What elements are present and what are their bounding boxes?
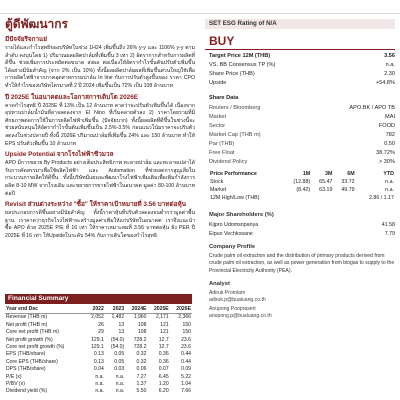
- shareholder-pct: 41.58: [381, 222, 395, 228]
- share-data-label: Reuters / Bloomberg: [209, 105, 261, 111]
- share-data-label: Market: [209, 114, 227, 120]
- company-profile-title: Company Profile: [209, 244, 256, 250]
- cell: (54.0): [110, 336, 125, 343]
- paragraph-2: คาดกำไรสุทธิ ปี 2025E ที่ 13% เป็น 12 ล้านบาท คาดว่าจะปรับตัวเพิ่มขึ้นได้ เนื่องจากอุปทานปาล์มน้ำมันที่อาจลดลงจาก El Nino ที่เริ่มคลายตัวลง 2) ราคาโดยรวมที่มีศักยภาพต่อการใช้ในการผลิตไฟฟ้าเพิ่มขึ้น (ปัจจัยบวก) ทั้งนี้ผลผลิตที่ดีขึ้นในช่วงนี้จะช่วยสนับสนุนให้อัตรากำไรขั้นต้นเพิ่มขึ้นเป็น 2.5%-3.5% ก่อนแนวโน้มราคาจะปรับตัวลดลงในช่วงปลายปี ทั้งนี้ 2026E ปริมาณปาล์มที่เพิ่มขึ้น 24% และ 150 ล้านบาท ทำให้ EPS ปรับตัวเพิ่มขึ้น 10 ล้านบาท: [5, 102, 195, 147]
- cell: 0.09: [181, 366, 191, 373]
- share-data-value: APO.BK / APO TB: [349, 105, 395, 111]
- cell: n.a.: [385, 179, 394, 185]
- column-header: 1M: [302, 171, 311, 177]
- rating-rule: [205, 49, 395, 50]
- share-price-label: Share Price (THB): [209, 71, 255, 77]
- share-price-row: [209, 70, 395, 78]
- column-header: Price Performance: [210, 171, 257, 177]
- analyst-name: Adiruk Promlam: [209, 290, 246, 296]
- cell: 0.32: [136, 351, 147, 358]
- column-header: 2024E: [125, 306, 147, 314]
- cell: n.a.: [95, 388, 104, 395]
- cell: 63.19: [319, 187, 333, 193]
- target-price-value: 3.56: [384, 53, 395, 59]
- cell: 1.37: [136, 381, 147, 388]
- cell: 1.20: [158, 381, 169, 388]
- cell: 108: [137, 321, 147, 328]
- upside-label: Upside: [209, 80, 227, 86]
- row-label: Net profit (THB m): [6, 321, 48, 328]
- cell: 13: [118, 321, 125, 328]
- cell: 2,171: [155, 314, 169, 321]
- table-row: [209, 178, 395, 186]
- row-label: Core net profit growth (%): [6, 344, 65, 351]
- share-data-label: Par (THB): [209, 141, 235, 147]
- cell: [333, 194, 355, 202]
- cell: 129.1: [91, 336, 104, 343]
- column-header: 2022: [85, 306, 105, 314]
- cell: (12.88): [293, 179, 311, 185]
- row-label: Revenue (THB m): [6, 314, 48, 321]
- table-row: [209, 186, 395, 194]
- share-data-value: 38.72%: [376, 150, 395, 156]
- cell: 23.6: [181, 336, 191, 343]
- share-data-row: [209, 140, 395, 148]
- row-label: Core net profit (THB m): [6, 329, 59, 336]
- share-data-value: > 30%: [378, 159, 395, 165]
- consensus-value: n.a.: [385, 62, 395, 68]
- cell: 26: [98, 321, 104, 328]
- cell: 150: [182, 321, 191, 328]
- commentary: [5, 36, 195, 243]
- company-profile-text: Crude palm oil extraction and the distribution of primary products derived from crude palm oil extraction, as well as power generation from biogas to supply to the Provincial Electricity Authority (PEA).: [209, 253, 395, 274]
- cell: 0.03: [114, 366, 125, 373]
- cell: 121: [160, 321, 169, 328]
- table-row: [209, 194, 395, 202]
- row-label: P/E (x): [6, 373, 22, 380]
- table-row: [5, 359, 192, 366]
- cell: 150: [182, 329, 191, 336]
- cell: 1,960: [133, 314, 147, 321]
- column-header: 3M: [325, 171, 333, 177]
- table-row: [5, 314, 192, 322]
- cell: [311, 194, 333, 202]
- share-data-row: [209, 149, 395, 157]
- target-price-label: Target Price 12M (THB): [209, 53, 271, 59]
- row-label: Core EPS (THB/share): [6, 358, 58, 365]
- row-label: Stock: [210, 179, 224, 185]
- cell: 1.04: [181, 381, 191, 388]
- share-data-value: FOOD: [378, 123, 395, 129]
- column-header: 2026E: [170, 306, 192, 314]
- cell: n.a.: [115, 381, 125, 388]
- cell: n.a.: [115, 373, 125, 380]
- cell: 0.36: [158, 358, 169, 365]
- share-data-row: [209, 104, 395, 112]
- share-data-title: Share Data: [209, 95, 239, 101]
- esg-rating: SET ESG Rating of N/A: [209, 20, 277, 27]
- cell: 12.7: [158, 336, 169, 343]
- upside-row: [209, 79, 395, 87]
- table-row: [5, 351, 192, 358]
- row-label: EPS (THB/share): [6, 351, 46, 358]
- cell: n.a.: [95, 373, 104, 380]
- consensus-row: [209, 61, 395, 69]
- cell: 0.07: [158, 366, 169, 373]
- cell: (54.0): [110, 344, 125, 351]
- column-header: 6M: [347, 171, 355, 177]
- cell: 728.2: [133, 344, 147, 351]
- cell: 5.22: [181, 373, 191, 380]
- shareholders-title: Major Shareholders (%): [209, 212, 274, 218]
- paragraph-3: APO มีการขยาย By Products อย่างเต็มประสิทธิภาพ ทะลายปาล์ม และทะลายเปล่าได้รับการคัดสรรมาเพื่อใช้ผลิตไฟฟ้า และ Automation ที่ช่วยลดการสูญเสียในกระบวนการผลิตให้ดีขึ้น ทั้งนี้บริษัทมีแผนจะพัฒนาโรงไฟฟ้าเพิ่มเติมเพื่อเพิ่มกำลังการผลิต 8-10 MW จากโรงเดิม และขยายการขายไฟฟ้าในอนาคต มูลค่า 80-100 ล้านบาทต่อปี: [5, 160, 195, 197]
- share-price-value: 2.30: [384, 71, 395, 77]
- column-header: Year end Dec: [5, 306, 85, 314]
- cell: 728.2: [133, 336, 147, 343]
- share-data-label: Free Float: [209, 150, 235, 156]
- cell: n.a.: [115, 388, 125, 395]
- analyst-email: adiruk.p@bualuang.co.th: [209, 297, 266, 303]
- share-data-label: Market Cap (THB m): [209, 132, 261, 138]
- cell: 0.44: [181, 351, 191, 358]
- shareholder-name: Kijpro Udomsripanya: [209, 222, 259, 228]
- table-row: [5, 374, 192, 381]
- cell: 2,052: [91, 314, 104, 321]
- cell: 108: [137, 329, 147, 336]
- row-label: Net profit growth (%): [6, 336, 53, 343]
- shareholder-row: [209, 230, 395, 238]
- cell: 2,366: [178, 314, 191, 321]
- table-row: [5, 337, 192, 344]
- cell: (8.42): [296, 187, 311, 193]
- cell: 7.66: [181, 388, 191, 395]
- cell: 5.50: [136, 388, 147, 395]
- share-data-value: 0.50: [384, 141, 395, 147]
- cell: 0.32: [136, 358, 147, 365]
- cell: 23.6: [181, 344, 191, 351]
- table-row: [5, 344, 192, 351]
- shareholder-row: [209, 221, 395, 229]
- cell: 65.47: [319, 179, 333, 185]
- cell: 0.44: [181, 358, 191, 365]
- share-data-row: [209, 131, 395, 139]
- row-label: Dividend yield (%): [6, 388, 48, 395]
- heading-4: Revisit ส่วนต่างระหว่าง "ซื้อ" ให้ราคาเป้าหมายที่ 3.56 บาทต่อหุ้น: [5, 201, 187, 209]
- row-label: 12M High/Low (THB): [210, 195, 260, 201]
- cell: 13: [118, 329, 125, 336]
- price-performance-table: [209, 170, 395, 202]
- shareholder-pct: 7.79: [384, 231, 395, 237]
- column-header: YTD: [383, 171, 394, 177]
- row-label: P/BV (x): [6, 381, 25, 388]
- cell: 1,482: [111, 314, 125, 321]
- share-data-title-row: [209, 94, 395, 102]
- analyst-title: Analyst: [209, 281, 230, 287]
- cell: 7.27: [136, 373, 147, 380]
- column-header: 2025E: [147, 306, 169, 314]
- table-row: [5, 388, 192, 395]
- row-label: Market: [210, 187, 227, 193]
- share-data-row: [209, 122, 395, 130]
- table-row: [5, 366, 192, 373]
- target-price-row: [209, 52, 395, 60]
- cell: 6.20: [158, 388, 169, 395]
- cell: [284, 194, 311, 202]
- top-rule: [0, 0, 400, 14]
- cell: 29: [98, 329, 104, 336]
- cell: 6.45: [158, 373, 169, 380]
- table-header-row: [209, 170, 395, 178]
- cell: 49.79: [341, 187, 355, 193]
- share-data-value: MAI: [385, 114, 395, 120]
- cell: 0.13: [93, 358, 104, 365]
- share-data-value: 782: [385, 132, 395, 138]
- cell: 0.05: [114, 351, 125, 358]
- share-data-label: Dividend Policy: [209, 159, 248, 165]
- table-row: [5, 329, 192, 336]
- paragraph-1: รายได้และกำไรสุทธิของบริษัทในช่วง 1H24 เพิ่มขึ้นถึง 26% y-y และ 1106% y-y ตามลำดับ คงบุนโดย 1) ปริมาณผลผลิตปาล์มที่เพิ่มขึ้น 3 เท่า 2) อัตรากากสำหรับการผลิตที่ดีขึ้น ช่วยเพิ่มการประหยัดต่อขนาด ส่งผล ต่อเนื่องให้อัตรากำไรขั้นต้นปรับตัวเพิ่มขึ้นได้อย่างมีนัยสำคัญ (จาก 2% เป็น 10%) ทั้งนี้ผลผลิตปาล์มผลที่เพิ่มขึ้นส่วนใหญ่ใช้เพื่อการผลิตไฟฟ้าจากภาคอุตสาหกรรมปาล์ม In line กับการปรับตัวสูงขึ้นของ ราคา CPO ทำให้กำไรของบริษัทไตรมาสที่ 2 ปี 2024 เพิ่มขึ้นเป็น 72% เป็น 108 ล้านบาท: [5, 45, 195, 89]
- cell: n.a.: [95, 381, 104, 388]
- cell: 0.13: [93, 351, 104, 358]
- heading-2: ปี 2025E ในอนาคตและโอกาสการเติบโต 2026E: [5, 93, 139, 101]
- cell: 129.1: [91, 344, 104, 351]
- cell: 0.36: [158, 351, 169, 358]
- cell: 0.06: [136, 366, 147, 373]
- analyst-name: Anupong Pooprasert: [209, 306, 256, 312]
- cell: 2.86 / 1.17: [368, 195, 394, 201]
- cell: 33.72: [341, 179, 355, 185]
- shareholder-name: Eipuo Vechkosane: [209, 231, 253, 237]
- upside-value: +54.8%: [375, 80, 395, 86]
- share-data-row: [209, 158, 395, 166]
- row-label: DPS (THB/share): [6, 366, 46, 373]
- table-row: [5, 381, 192, 388]
- page-title: ตู้ดีพัฒนากร: [5, 17, 68, 31]
- share-data-label: Sector: [209, 123, 226, 129]
- table-row: [5, 322, 192, 329]
- heading-1: มีปัจจัยรีจกาแย่: [5, 36, 48, 43]
- cell: 121: [160, 329, 169, 336]
- financial-summary-title: Financial Summary: [8, 295, 69, 302]
- column-header: 2023: [105, 306, 125, 314]
- analyst-email: anupong.p@bualuang.co.th: [209, 313, 272, 319]
- cell: 12.7: [158, 344, 169, 351]
- paragraph-4: ผลประกอบการดีขึ้นอย่างมีนัยสำคัญ ทั้งนี้ราคาหุ้นที่ปรับตัวลดลงจนต่ำกว่ามูลค่าพื้นฐาน เราคาดว่าธุรกิจโรงไฟฟ้าจะสร้างมูลค่าเพิ่มให้แก่บริษัทในอนาคต เราจึงแนะนำซื้อ APO ด้วย 2025E P/E ที่ 16 เท่า ให้ราคาเหมาะสมที่ 3.56 บาทต่อหุ้น ยัง PER ปี 2025E ที่ 16 เท่า ให้Upsideในระดับ 54% กับการเติบโตของกำไรสุทธิ: [5, 210, 195, 239]
- share-data-row: [209, 113, 395, 121]
- cell: 0.05: [114, 358, 125, 365]
- financial-summary-table: [5, 306, 192, 396]
- heading-3: Upside Potential จากโรงไฟฟ้าชีวมวล: [5, 151, 114, 159]
- cell: n.a.: [385, 187, 394, 193]
- table-header-row: [5, 306, 192, 314]
- consensus-label: VS. BB Consensus TP (%): [209, 62, 276, 68]
- cell: 0.04: [93, 366, 104, 373]
- rating-call: BUY: [209, 34, 235, 48]
